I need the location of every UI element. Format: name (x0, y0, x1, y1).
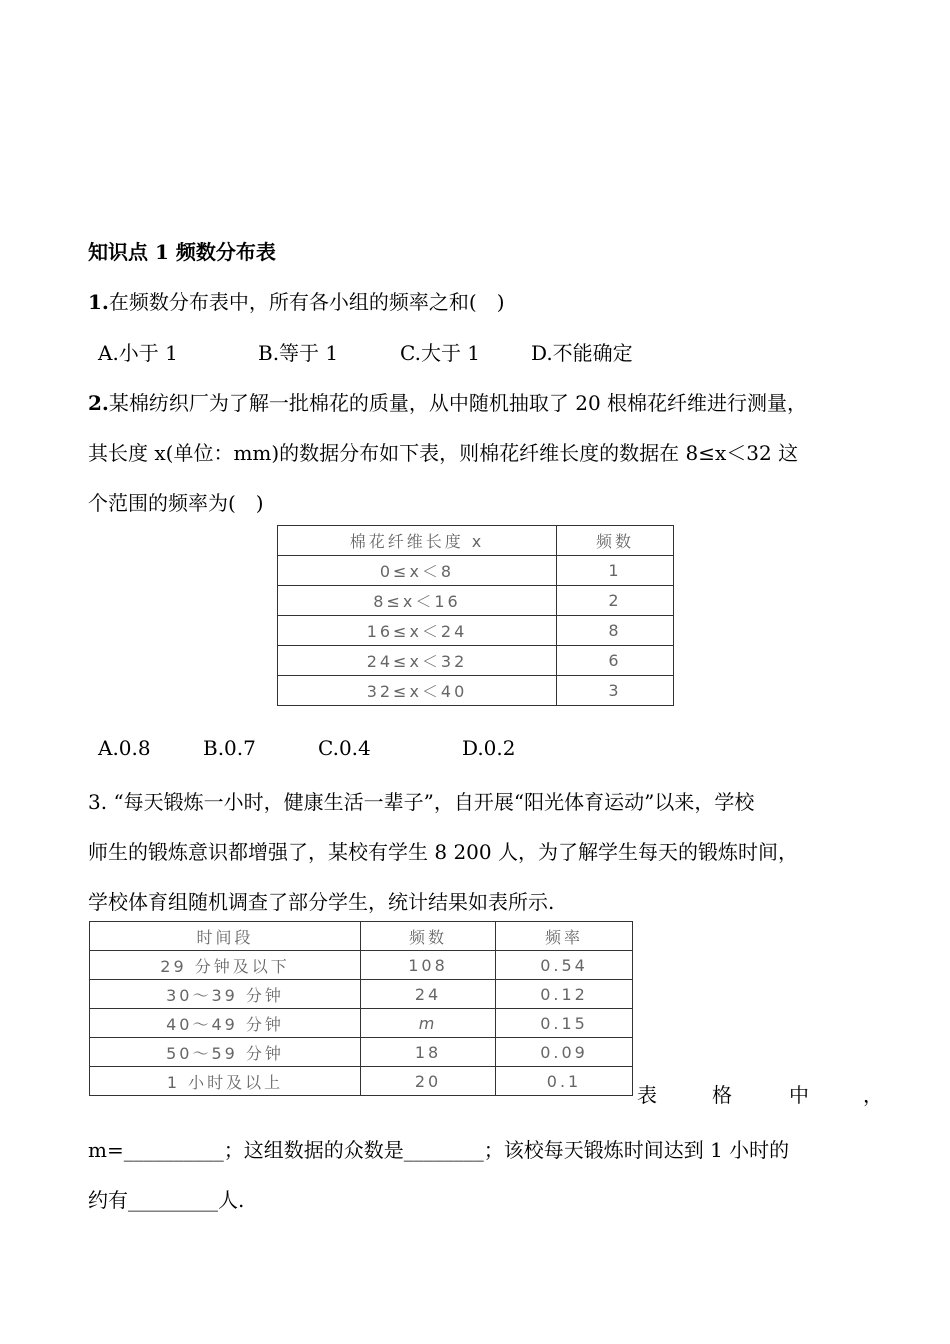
question-3-line-2: 师生的锻炼意识都增强了，某校有学生 8 200 人，为了解学生每天的锻炼时间， (88, 840, 798, 864)
question-3-line-1: 3. “每天锻炼一小时，健康生活一辈子”，自开展“阳光体育运动”以来，学校 (88, 790, 755, 814)
question-2-line-3: 个范围的频率为( ) (88, 491, 264, 515)
table-header-row (90, 922, 633, 951)
table-row (90, 951, 633, 980)
table-header: 时间段 (90, 922, 361, 951)
table-cell: 24≤x＜32 (278, 646, 557, 676)
option-c: C.大于 1 (400, 341, 481, 365)
table-cell: 6 (557, 646, 674, 676)
option-b: B.等于 1 (258, 341, 339, 365)
table-cell: 50～59 分钟 (90, 1038, 361, 1067)
table-cell: 0.1 (496, 1067, 633, 1096)
table-cell: 0≤x＜8 (278, 556, 557, 586)
table-header: 频数 (557, 526, 674, 556)
table-row (278, 676, 674, 706)
table-row (90, 1009, 633, 1038)
table-cell: 2 (557, 586, 674, 616)
table-cell: 24 (361, 980, 496, 1009)
cotton-length-table (277, 525, 674, 706)
table-row (90, 980, 633, 1009)
table-cell: m (361, 1009, 496, 1038)
table-cell: 0.12 (496, 980, 633, 1009)
table-row (90, 1067, 633, 1096)
table-cell: 18 (361, 1038, 496, 1067)
table-cell: 0.54 (496, 951, 633, 980)
exercise-time-table (89, 921, 633, 1096)
table-row (278, 556, 674, 586)
option-b: B.0.7 (203, 736, 256, 760)
question-1 (88, 286, 505, 315)
question-3-line-4: m=__________；这组数据的众数是________；该校每天锻炼时间达到 1 小时的 (88, 1138, 790, 1162)
table-row (278, 646, 674, 676)
table-row (278, 616, 674, 646)
question-2-line-2: 其长度 x(单位：mm)的数据分布如下表，则棉花纤维长度的数据在 8≤x＜32 这 (88, 441, 799, 465)
table-cell: 0.09 (496, 1038, 633, 1067)
table-cell: 108 (361, 951, 496, 980)
after-table-char: 表 (637, 1083, 657, 1107)
table-cell: 20 (361, 1067, 496, 1096)
question-1-text: 在频数分布表中，所有各小组的频率之和( ) (108, 290, 505, 314)
section-title: 知识点 1 频数分布表 (88, 240, 276, 264)
table-cell: 40～49 分钟 (90, 1009, 361, 1038)
option-a: A.0.8 (98, 736, 151, 760)
question-3-line-3: 学校体育组随机调查了部分学生，统计结果如表所示. (88, 890, 555, 914)
table-cell: 1 小时及以上 (90, 1067, 361, 1096)
table-cell: 30～39 分钟 (90, 980, 361, 1009)
option-d: D.0.2 (462, 736, 516, 760)
question-1-number: 1. (88, 290, 109, 314)
after-table-char: ， (863, 1083, 883, 1107)
after-table-char: 中 (789, 1083, 809, 1107)
option-c: C.0.4 (318, 736, 371, 760)
table-header: 频数 (361, 922, 496, 951)
question-2-text: 某棉纺织厂为了解一批棉花的质量，从中随机抽取了 20 根棉花纤维进行测量， (108, 391, 808, 415)
after-table-char: 格 (712, 1083, 732, 1107)
option-d: D.不能确定 (531, 341, 633, 365)
question-2-number: 2. (88, 391, 109, 415)
table-cell: 8≤x＜16 (278, 586, 557, 616)
table-cell: 8 (557, 616, 674, 646)
table-row (278, 586, 674, 616)
question-3-line-5: 约有_________人. (88, 1188, 245, 1212)
table-header: 棉花纤维长度 x (278, 526, 557, 556)
table-cell: 0.15 (496, 1009, 633, 1038)
table-row (90, 1038, 633, 1067)
table-cell: 29 分钟及以下 (90, 951, 361, 980)
table-cell: 32≤x＜40 (278, 676, 557, 706)
table-header: 频率 (496, 922, 633, 951)
option-a: A.小于 1 (98, 341, 178, 365)
question-2-line-1 (88, 387, 807, 416)
table-cell: 3 (557, 676, 674, 706)
table-cell: 1 (557, 556, 674, 586)
table-cell: 16≤x＜24 (278, 616, 557, 646)
table-header-row (278, 526, 674, 556)
